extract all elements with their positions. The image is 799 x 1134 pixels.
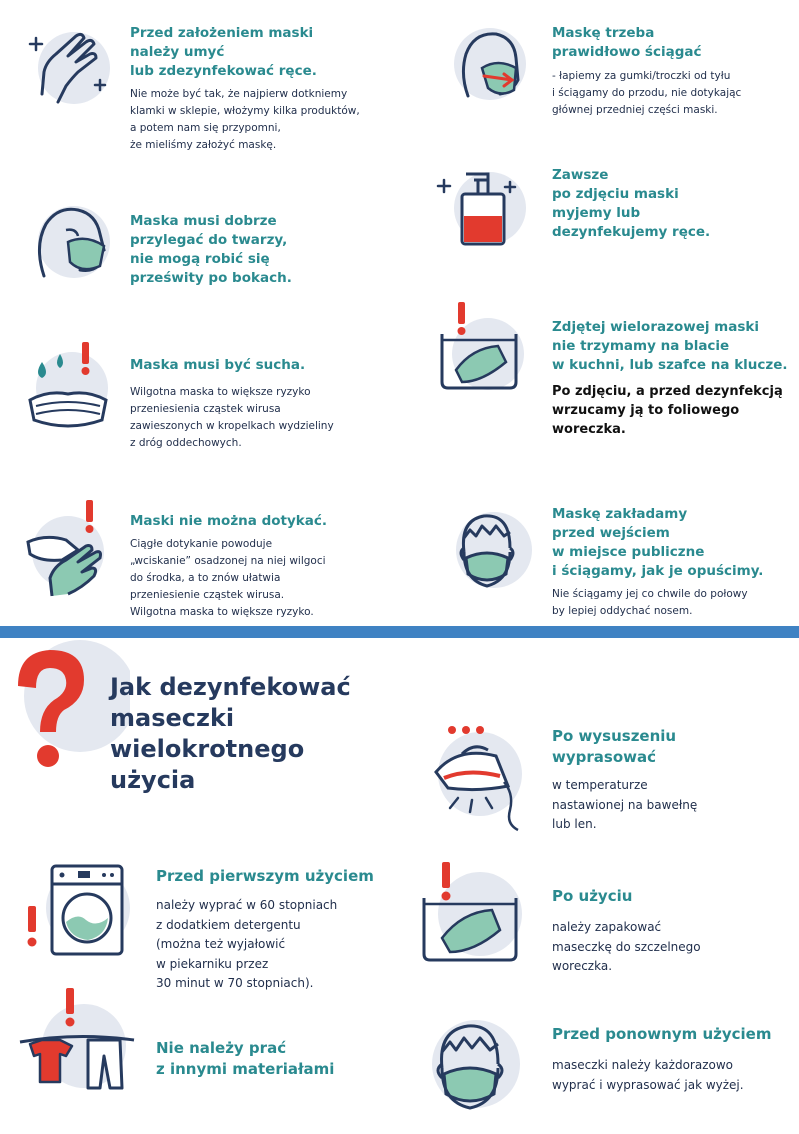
mask-in-bag-icon bbox=[432, 300, 528, 396]
mask-bag-icon bbox=[414, 858, 528, 972]
item-4-title: Maska musi dobrze przylegać do twarzy, nie mogą robić się prześwity po bokach. bbox=[130, 213, 292, 286]
hands-sparkle-icon bbox=[22, 22, 112, 112]
item-2-body: - łapiemy za gumki/troczki od tyłu i ściągamy do przodu, nie dotykając głównej przedniej części maski. bbox=[552, 70, 742, 116]
s2-item-1-body: w temperaturze nastawionej na bawełnę lub len. bbox=[552, 778, 698, 831]
s2-item-3-body: należy zapakować maseczkę do szczelnego woreczka. bbox=[552, 920, 701, 973]
washing-machine-icon bbox=[16, 856, 136, 966]
s2-item-4-title: Nie należy prać z innymi materiałami bbox=[156, 1039, 335, 1078]
item-1-body: Nie może być tak, że najpierw dotkniemy klamki w sklepie, włożymy kilka produktów, a potem nam się przypomni, że mieliśmy założyć maskę. bbox=[130, 88, 360, 151]
s2-item-5-body: maseczki należy każdorazowo wyprać i wyprasować jak wyżej. bbox=[552, 1058, 744, 1092]
s2-item-3-title: Po użyciu bbox=[552, 887, 633, 905]
laundry-line-icon bbox=[16, 986, 140, 1096]
face-mask-profile-icon bbox=[22, 196, 114, 288]
item-7-body: Ciągłe dotykanie powoduje „wciskanie” osadzonej na niej wilgoci do środka, a to znów ułatwia przeniesienie cząstek wirusa. Wilgotna maska to większe ryzyko. bbox=[130, 538, 326, 618]
item-7-title: Maski nie można dotykać. bbox=[130, 513, 328, 529]
s2-item-2-title: Przed pierwszym użyciem bbox=[156, 867, 374, 885]
item-1-title: Przed założeniem maski należy umyć lub zdezynfekować ręce. bbox=[130, 25, 317, 79]
section2-heading: Jak dezynfekować maseczki wielokrotnego użycia bbox=[110, 673, 351, 794]
person-mask-icon-2 bbox=[414, 1010, 526, 1126]
iron-icon bbox=[418, 720, 530, 840]
section-divider bbox=[0, 626, 799, 638]
item-8-title: Maskę zakładamy przed wejściem w miejsce publiczne i ściągamy, jak je opuścimy. bbox=[552, 506, 764, 579]
hand-touch-mask-icon bbox=[22, 500, 114, 600]
s2-item-5-title: Przed ponownym użyciem bbox=[552, 1025, 772, 1043]
wet-mask-icon bbox=[20, 340, 116, 436]
item-8-body: Nie ściągamy jej co chwile do połowy by lepiej oddychać nosem. bbox=[552, 588, 748, 617]
item-6-body: Wilgotna maska to większe ryzyko przeniesienia cząstek wirusa zawieszonych w kropelkach wydzieliny z dróg oddechowych. bbox=[130, 386, 334, 449]
item-6-title: Maska musi być sucha. bbox=[130, 357, 306, 373]
sanitizer-bottle-icon bbox=[436, 160, 530, 254]
mask-removal-icon bbox=[438, 18, 530, 110]
item-5-body: Po zdjęciu, a przed dezynfekcją wrzucamy ją to foliowego woreczka. bbox=[552, 384, 783, 437]
item-2-title: Maskę trzeba prawidłowo ściągać bbox=[552, 25, 702, 60]
item-5-title: Zdjętej wielorazowej maski nie trzymamy na blacie w kuchni, lub szafce na klucze. bbox=[552, 319, 788, 373]
person-mask-icon bbox=[440, 502, 532, 602]
s2-item-1-title: Po wysuszeniu wyprasować bbox=[552, 727, 677, 766]
item-3-title: Zawsze po zdjęciu maski myjemy lub dezynfekujemy ręce. bbox=[552, 167, 711, 240]
s2-item-2-body: należy wyprać w 60 stopniach z dodatkiem detergentu (można też wyjałowić w piekarniku przez 30 minut w 70 stopniach). bbox=[156, 898, 338, 990]
